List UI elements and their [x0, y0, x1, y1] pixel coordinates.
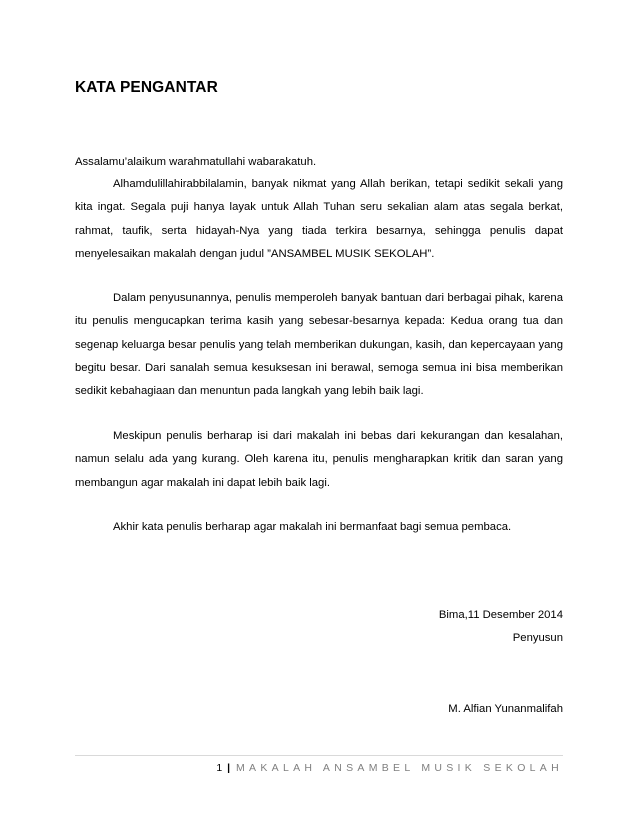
page-footer — [216, 760, 563, 776]
author-label: Penyusun — [512, 632, 563, 644]
page-content — [75, 78, 563, 715]
paragraph-1: Alhamdulillahirabbilalamin, banyak nikmat yang Allah berikan, tetapi sedikit sekali yang kita ingat. Segala puji hanya layak untuk Allah Tuhan seru sekalian alam atas segala berkat, rahmat, taufik, serta hidayah-Nya yang tiada terkira besarnya, sehingga penulis dapat menyelesaikan makalah dengan judul ”ANSAMBEL MUSIK SEKOLAH”. — [75, 178, 563, 260]
paragraph-4: Akhir kata penulis berharap agar makalah ini bermanfaat bagi semua pembaca. — [113, 521, 512, 533]
place-date: Bima,11 Desember 2014 — [438, 609, 563, 621]
page-title: KATA PENGANTAR — [75, 79, 218, 96]
footer-separator: | — [227, 762, 231, 774]
footer-running-title: MAKALAH ANSAMBEL MUSIK SEKOLAH — [235, 762, 563, 774]
paragraph-3: Meskipun penulis berharap isi dari makalah ini bebas dari kekurangan dan kesalahan, namun selalu ada yang kurang. Oleh karena itu, penulis mengharapkan kritik dan saran yang membangun agar makalah ini dapat lebih baik lagi. — [75, 430, 563, 489]
greeting: Assalamu’alaikum warahmatullahi wabarakatuh. — [75, 156, 317, 168]
author-name: M. Alfian Yunanmalifah — [448, 703, 563, 715]
paragraph-2: Dalam penyusunannya, penulis memperoleh banyak bantuan dari berbagai pihak, karena itu penulis mengucapkan terima kasih yang sebesar-besarnya kepada: Kedua orang tua dan segenap keluarga besar penulis yang telah memberikan dukungan, kasih, dan kepercayaan yang begitu besar. Dari sanalah semua kesuksesan ini berawal, semoga semua ini bisa memberikan sedikit kebahagiaan dan menuntun pada langkah yang lebih baik lagi. — [75, 292, 563, 398]
page-number: 1 — [216, 762, 223, 774]
footer-divider — [75, 755, 563, 756]
